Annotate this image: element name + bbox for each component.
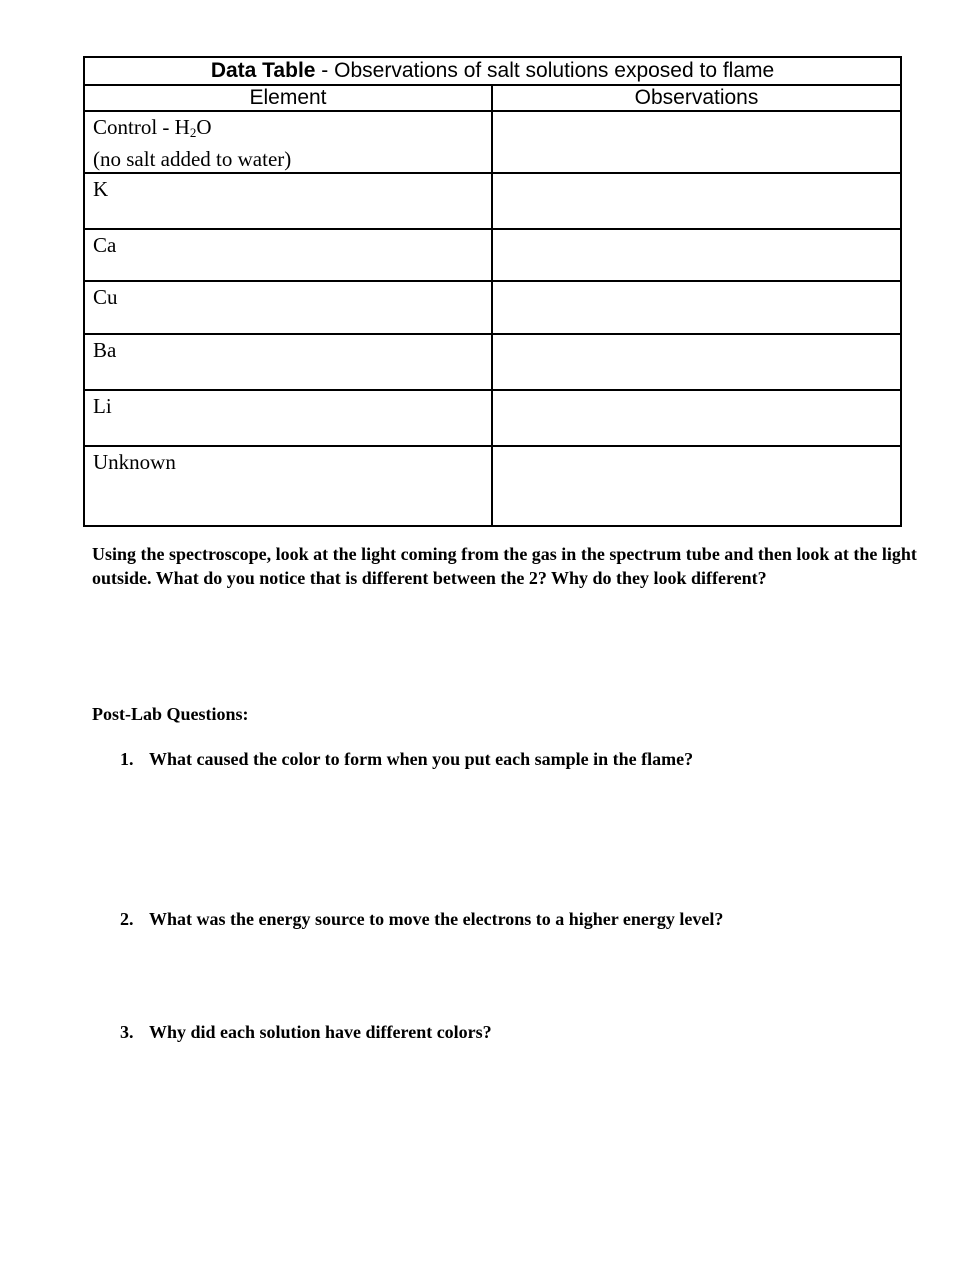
observation-cell-cu[interactable] (492, 281, 901, 334)
table-row-ca (84, 229, 901, 281)
observation-cell-ba[interactable] (492, 334, 901, 390)
observation-cell-k[interactable] (492, 173, 901, 229)
column-header-element: Element (84, 85, 492, 111)
observation-cell-unknown[interactable] (492, 446, 901, 526)
table-row-unknown (84, 446, 901, 526)
observation-cell-control[interactable] (492, 111, 901, 173)
postlab-heading: Post-Lab Questions: (92, 704, 249, 724)
postlab-question-3 (120, 1021, 492, 1043)
table-row-ba (84, 334, 901, 390)
table-header-row (84, 85, 901, 111)
observation-cell-li[interactable] (492, 390, 901, 446)
table-title (84, 57, 901, 85)
element-cell-unknown: Unknown (84, 446, 492, 526)
element-cell-k: K (84, 173, 492, 229)
postlab-question-1 (120, 748, 693, 770)
table-row-control (84, 111, 901, 173)
table-row-li (84, 390, 901, 446)
postlab-question-2 (120, 908, 723, 930)
table-title-rest: - Observations of salt solutions exposed to flame (315, 59, 775, 82)
element-cell-ca: Ca (84, 229, 492, 281)
question-number: 2. (120, 909, 134, 929)
control-label-prefix: Control - H (93, 115, 190, 139)
control-label-suffix: O (196, 115, 212, 139)
question-number: 3. (120, 1022, 134, 1042)
element-cell-control (84, 111, 492, 173)
question-text: Why did each solution have different colors? (149, 1022, 492, 1042)
control-subscript: 2 (189, 125, 197, 140)
column-header-observations: Observations (492, 85, 901, 111)
question-number: 1. (120, 749, 134, 769)
element-cell-cu: Cu (84, 281, 492, 334)
table-row-cu (84, 281, 901, 334)
question-text: What caused the color to form when you put each sample in the flame? (149, 749, 694, 769)
observation-cell-ca[interactable] (492, 229, 901, 281)
element-cell-li: Li (84, 390, 492, 446)
data-table (83, 56, 902, 527)
question-text: What was the energy source to move the electrons to a higher energy level? (149, 909, 724, 929)
spectroscope-prompt: Using the spectroscope, look at the light coming from the gas in the spectrum tube and then look at the light outside. What do you notice that is different between the 2? Why do they look different? (92, 544, 917, 588)
table-row-k (84, 173, 901, 229)
element-cell-ba: Ba (84, 334, 492, 390)
table-title-bold: Data Table (210, 59, 316, 82)
table-title-row (84, 57, 901, 85)
control-label-note: (no salt added to water) (93, 147, 292, 171)
